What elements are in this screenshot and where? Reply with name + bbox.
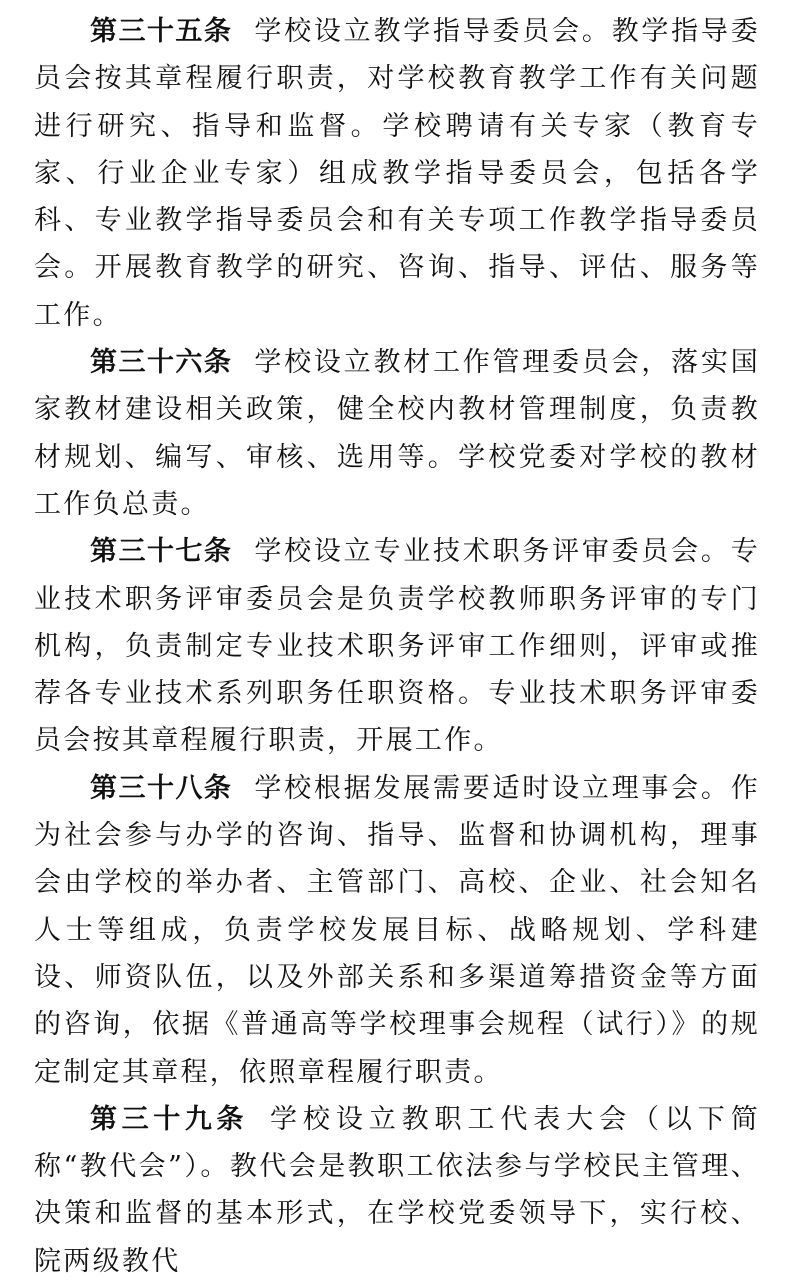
article-number: 第三十九条 (90, 1103, 249, 1135)
article-39 (34, 1096, 760, 1285)
article-text: 学校设立教学指导委员会。教学指导委员会按其章程履行职责，对学校教育教学工作有关问题进行研究、指导和监督。学校聘请有关专家（教育专家、行业企业专家）组成教学指导委员会，包括各学科、专业教学指导委员会和有关专项工作教学指导委员会。开展教育教学的研究、咨询、指导、评估、服务等工作。 (34, 16, 760, 331)
article-text: 学校设立专业技术职务评审委员会。专业技术职务评审委员会是负责学校教师职务评审的专门机构，负责制定专业技术职务评审工作细则，评审或推荐各专业技术系列职务任职资格。专业技术职务评审委员会按其章程履行职责，开展工作。 (34, 536, 760, 757)
document-page (34, 8, 760, 1285)
article-number: 第三十七条 (90, 536, 233, 568)
article-38 (34, 765, 760, 1096)
article-36 (34, 339, 760, 528)
article-35 (34, 8, 760, 339)
article-text: 学校设立教职工代表大会（以下简称“教代会”）。教代会是教职工依法参与学校民主管理、决策和监督的基本形式，在学校党委领导下，实行校、院两级教代 (34, 1103, 761, 1277)
article-37 (34, 528, 760, 764)
article-number: 第三十八条 (90, 772, 233, 804)
article-text: 学校根据发展需要适时设立理事会。作为社会参与办学的咨询、指导、监督和协调机构，理事会由学校的举办者、主管部门、高校、企业、社会知名人士等组成，负责学校发展目标、战略规划、学科建设、师资队伍，以及外部关系和多渠道筹措资金等方面的咨询，依据《普通高等学校理事会规程（试行）》的规定制定其章程，依照章程履行职责。 (34, 772, 760, 1088)
article-number: 第三十五条 (90, 16, 233, 47)
article-number: 第三十六条 (90, 347, 233, 379)
article-text: 学校设立教材工作管理委员会，落实国家教材建设相关政策，健全校内教材管理制度，负责教材规划、编写、审核、选用等。学校党委对学校的教材工作负总责。 (34, 347, 760, 520)
